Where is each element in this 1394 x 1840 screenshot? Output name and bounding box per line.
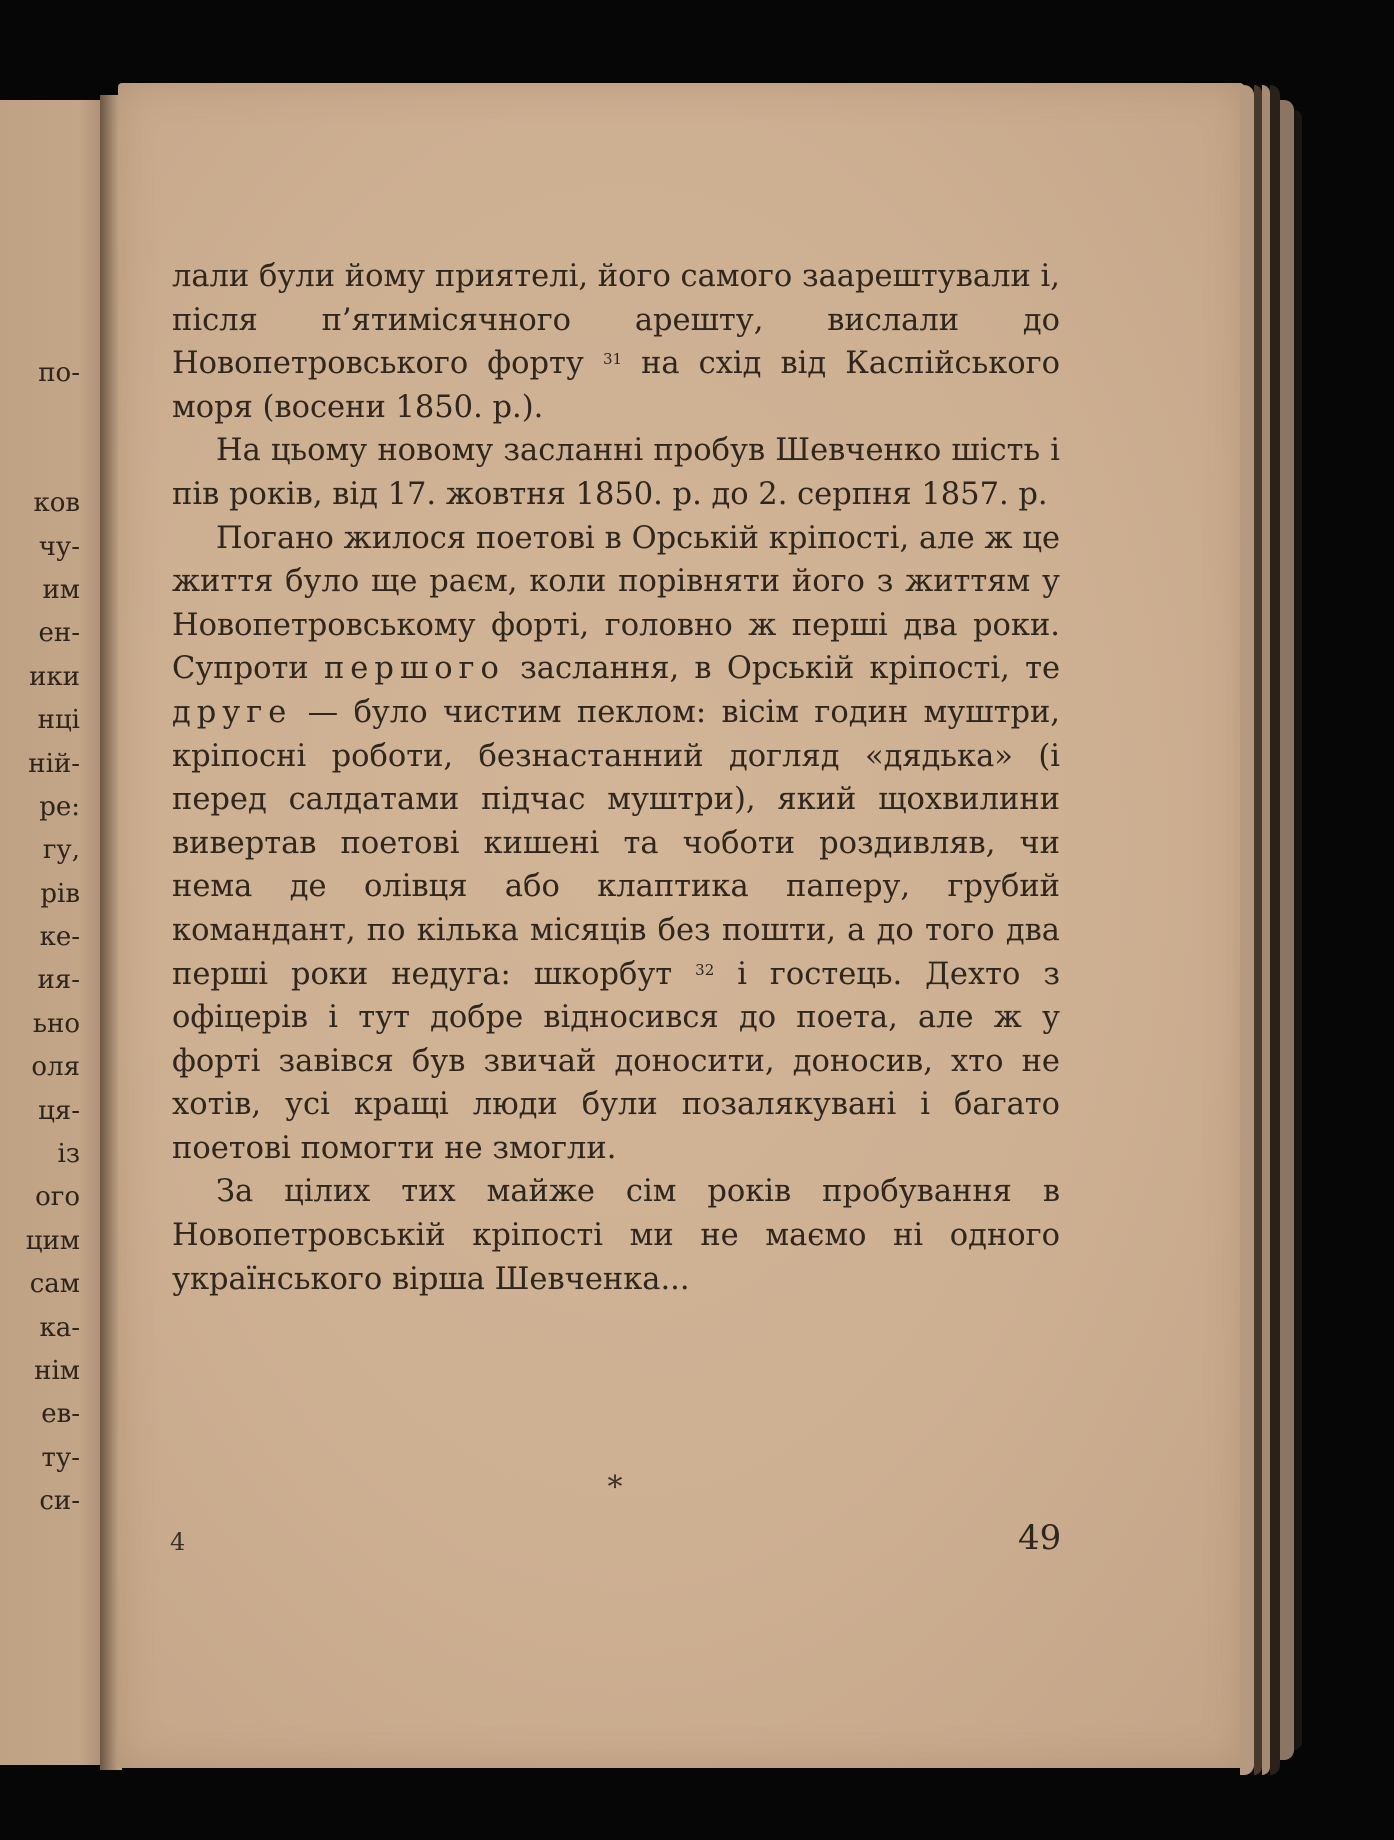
page-edge xyxy=(1254,85,1262,1775)
paragraph-3-text: Погано жилося поетові в Орській кріпості, але ж це життя було ще раєм, коли порівняти його з життям у Новопетровському форті, головно ж перші два роки. Супроти xyxy=(172,520,1060,687)
page-edge xyxy=(1262,85,1270,1775)
previous-page-text-fragments xyxy=(0,352,80,1524)
previous-page-fragment: чу- xyxy=(38,531,80,562)
previous-page-fragment: ту- xyxy=(41,1442,80,1473)
footnote-ref-31: 31 xyxy=(602,350,623,369)
page-edge xyxy=(1270,85,1280,1775)
previous-page-fragment: ке- xyxy=(39,922,80,953)
footnote-ref-32: 32 xyxy=(695,960,715,979)
previous-page-fragment: ка- xyxy=(39,1312,80,1343)
section-asterisk: * xyxy=(607,1470,623,1505)
previous-page-fragment: ній- xyxy=(28,748,80,779)
emphasis-first: першого xyxy=(323,651,505,687)
previous-page-fragment: ьно xyxy=(32,1008,80,1039)
previous-page-fragment: нці xyxy=(37,705,80,736)
previous-page-fragment: си- xyxy=(39,1486,80,1517)
previous-page-fragment: гу, xyxy=(42,835,80,866)
previous-page-fragment: нім xyxy=(34,1355,80,1386)
emphasis-second: друге xyxy=(172,694,293,730)
previous-page-fragment: ен- xyxy=(38,618,80,649)
paragraph-3 xyxy=(172,517,1060,1171)
page-number: 49 xyxy=(1018,1518,1062,1558)
paragraph-1 xyxy=(172,255,1060,429)
paragraph-1-text: лали були йому приятелі, його самого заарештували і, після п’ятимісячного арешту, вислали до Новопетровського форту xyxy=(172,259,1060,382)
paragraph-3-text-cont2: — було чистим пеклом: вісім годин муштри, кріпосні роботи, безнастанний догляд «дядька» (і перед салдатами підчас муштри), який щохвилини вивертав поетові кишені та чоботи роздивляв, чи нема де олівця або клаптика паперу, грубий командант, по кілька місяців без пошти, а до того два перші роки недуга: шкорбут xyxy=(172,694,1060,992)
previous-page-fragment: ре: xyxy=(39,791,80,822)
paragraph-3-text-cont: заслання, в Орській кріпості, те xyxy=(504,651,1060,687)
previous-page-fragment: ев- xyxy=(41,1399,80,1430)
previous-page-fragment xyxy=(0,439,80,482)
paragraph-4: За цілих тих майже сім років пробування в Новопетровській кріпості ми не маємо ні одного українського вірша Шевченка... xyxy=(172,1174,1060,1297)
previous-page-fragment: сам xyxy=(29,1269,80,1300)
page-text xyxy=(172,255,1060,1301)
previous-page-fragment: оля xyxy=(31,1052,80,1083)
page-edge xyxy=(1280,100,1294,1760)
paragraph-2: На цьому новому засланні пробув Шевченко шість і пів років, від 17. жовтня 1850. р. до 2. серпня 1857. р. xyxy=(172,433,1060,512)
previous-page-fragment: им xyxy=(42,574,80,605)
previous-page-fragment xyxy=(0,395,80,438)
previous-page-fragment: по- xyxy=(38,358,80,388)
previous-page-fragment: ики xyxy=(29,661,80,692)
paragraph-3-text-cont3: і гостець. Дехто з офіцерів і тут добре відносився до поета, але ж у форті завівся був звичай доносити, доносив, хто не хотів, усі кращі люди були позалякувані і багато поетові помогти не змогли. xyxy=(172,956,1061,1166)
previous-page xyxy=(0,100,112,1765)
previous-page-fragment: цим xyxy=(25,1225,80,1256)
signature-mark: 4 xyxy=(170,1528,186,1556)
previous-page-fragment: із xyxy=(57,1139,80,1170)
page-edge xyxy=(1294,110,1302,1750)
previous-page-fragment: ков xyxy=(33,488,80,519)
previous-page-fragment: ия- xyxy=(37,965,80,996)
page-edge xyxy=(1240,85,1254,1775)
previous-page-fragment: рів xyxy=(40,878,80,909)
paragraph-1-text-cont: на схід від Каспійського моря (восени 1850. р.). xyxy=(172,346,1060,425)
previous-page-fragment: ого xyxy=(35,1182,80,1213)
previous-page-fragment: ця- xyxy=(38,1095,80,1126)
